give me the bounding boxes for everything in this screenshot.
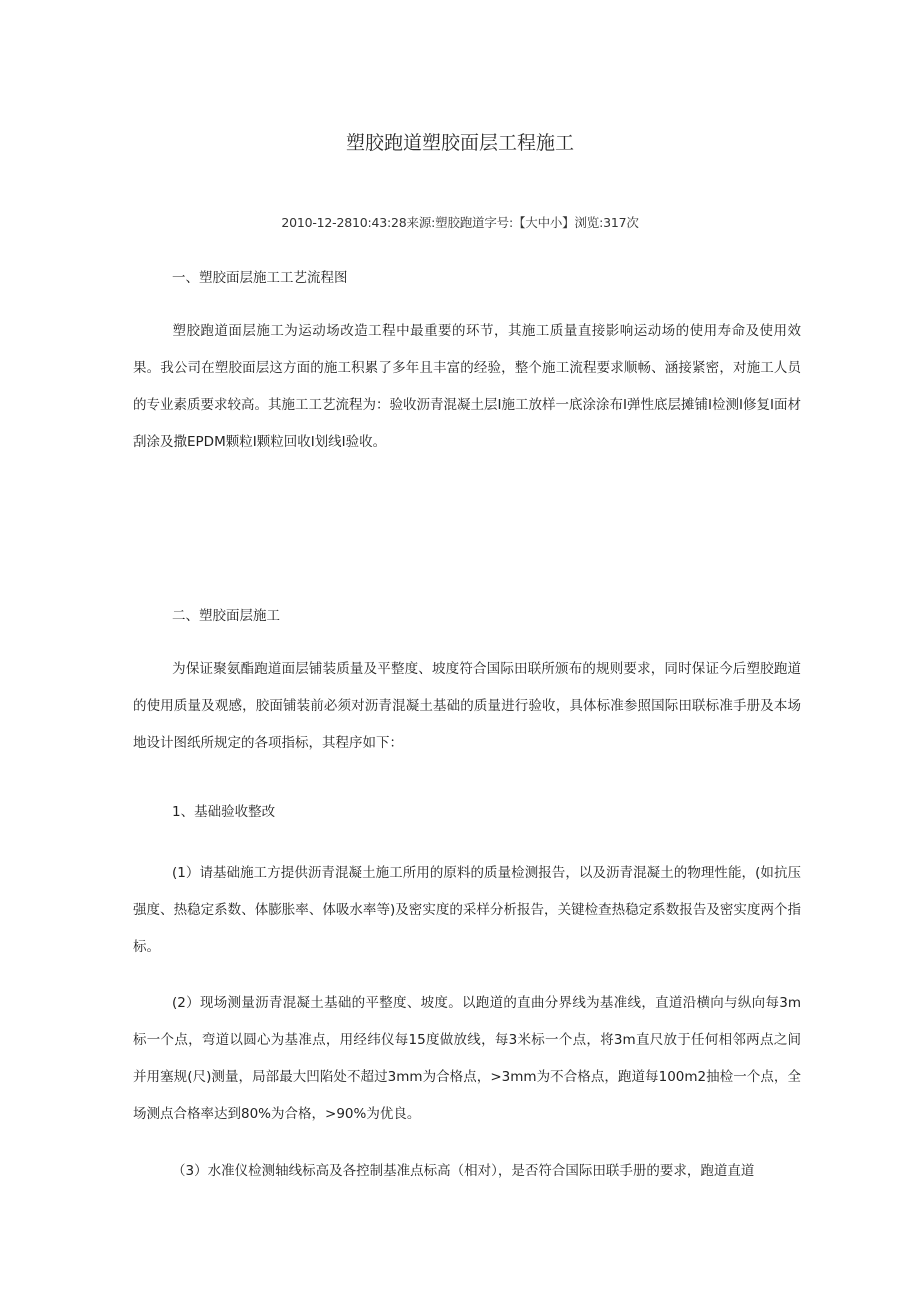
subsection-1-heading: 1、基础验收整改 xyxy=(172,804,276,820)
item-2-paragraph: (2）现场测量沥青混凝土基础的平整度、坡度。以跑道的直曲分界线为基准线，直道沿横向与纵向每3m标一个点，弯道以圆心为基准点，用经纬仪每15度做放线，每3米标一个点，将3m直尺放于任何相邻两点之间并用塞规(尺)测量，局部最大凹陷处不超过3mm为合格点，>3mm为不合格点，跑道每100m2抽检一个点，全场测点合格率达到80%为合格，>90%为优良。 xyxy=(133,995,801,1122)
section-2-heading: 二、塑胶面层施工 xyxy=(172,608,280,624)
item-3-paragraph: （3）水准仪检测轴线标高及各控制基准点标高（相对），是否符合国际田联手册的要求，跑道直道 xyxy=(172,1163,755,1179)
section-1-paragraph: 塑胶跑道面层施工为运动场改造工程中最重要的环节，其施工质量直接影响运动场的使用寿命及使用效果。我公司在塑胶面层这方面的施工积累了多年且丰富的经验，整个施工流程要求顺畅、涵接紧密，对施工人员的专业素质要求较高。其施工工艺流程为：验收沥青混凝土层Ⅰ施工放样一底涂涂布Ⅰ弹性底层摊铺Ⅰ检测Ⅰ修复Ⅰ面材刮涂及撒EPDM颗粒Ⅰ颗粒回收Ⅰ划线Ⅰ验收。 xyxy=(133,323,801,450)
section-2-paragraph: 为保证聚氨酯跑道面层铺装质量及平整度、坡度符合国际田联所颁布的规则要求，同时保证今后塑胶跑道的使用质量及观感，胶面铺装前必须对沥青混凝土基础的质量进行验收，具体标准参照国际田联标准手册及本场地设计图纸所规定的各项指标，其程序如下： xyxy=(133,661,801,751)
item-1-paragraph: (1）请基础施工方提供沥青混凝土施工所用的原料的质量检测报告，以及沥青混凝土的物理性能，(如抗压强度、热稳定系数、体膨胀率、体吸水率等)及密实度的采样分析报告，关键检查热稳定系数报告及密实度两个指标。 xyxy=(133,865,801,955)
document-title: 塑胶跑道塑胶面层工程施工 xyxy=(345,132,574,154)
meta-line: 2010-12-2810:43:28来源:塑胶跑道字号:【大中小】浏览:317次 xyxy=(281,215,639,230)
section-1-heading: 一、塑胶面层施工工艺流程图 xyxy=(172,270,348,286)
